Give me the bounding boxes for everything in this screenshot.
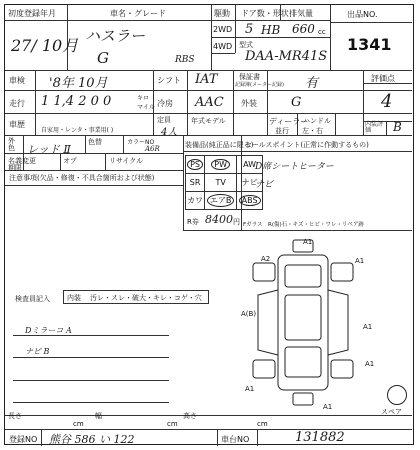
length-unit: cm	[73, 420, 84, 428]
height-unit: cm	[257, 420, 268, 428]
history-label: 車歴	[9, 120, 25, 129]
capacity-label: 定員	[157, 116, 171, 124]
aircon-label: 冷房	[157, 99, 173, 108]
drive-2wd: 2WD	[213, 25, 233, 34]
shaken-value: '8年 10月	[49, 76, 108, 91]
model-label: 型式	[239, 41, 253, 49]
r-price-unit: 円	[233, 218, 240, 226]
ext-color-label: 外色	[8, 137, 15, 152]
first-reg-value: 27/ 10月	[11, 36, 79, 55]
grade-value: G	[97, 49, 109, 67]
interior-score-value: B	[393, 120, 402, 134]
body-shape: HB	[261, 23, 281, 37]
mileage-unit: キロ マイル	[137, 95, 155, 111]
inspector-note-2: ナピ B	[25, 347, 50, 356]
warranty-value: 有	[305, 76, 319, 91]
color-label: 外装	[241, 99, 257, 108]
history-options: 自家用・レンタ・事業用( )	[41, 127, 114, 134]
inspector-note-1: Dミラーコ A	[25, 326, 72, 335]
glass-row: Fガラス R(傷)石・キズ・ヒビ・ワレ・リペア跡	[243, 222, 364, 228]
width-label: 幅	[95, 412, 102, 420]
equipment-tv: TV	[205, 174, 237, 192]
chassis-value: 131882	[295, 430, 345, 445]
equipment-airbag: エアB	[205, 192, 237, 210]
sales-point-1: D席シートヒーター	[255, 162, 334, 172]
diagram-mark-bottom: A1	[323, 403, 333, 411]
color-value: G	[291, 95, 302, 110]
first-reg-label: 初度登録年月	[8, 9, 56, 18]
door-count: 5	[245, 22, 254, 37]
inspector-options: 汚レ・スレ・破大・キレ・コゲ・穴	[90, 294, 202, 302]
drive-4wd: 4WD	[213, 42, 233, 51]
equipment-abs: ABS	[237, 192, 263, 210]
diagram-mark-right-low: A1	[365, 360, 375, 368]
aircon-value: AAC	[195, 95, 224, 110]
length-label: 長さ	[8, 412, 22, 420]
model-year-label: 年式モデル	[191, 117, 226, 125]
r-price-value: 8400	[205, 213, 233, 226]
interior-score-label: 内装評価	[365, 121, 384, 134]
equipment-title: 装備品(純正品に限る)	[185, 141, 254, 149]
handle-value: 左・右	[302, 127, 323, 135]
score-label: 評価点	[371, 74, 395, 83]
dealer-value: 並行	[275, 127, 289, 135]
name-change-label: 名義変更	[8, 157, 36, 165]
auction-sheet	[4, 4, 414, 445]
drive-label: 駆動	[214, 9, 230, 18]
diagram-mark-left: A(B)	[241, 310, 257, 318]
ext-color-value: レッド Ⅱ	[27, 143, 71, 156]
diagram-mark-a2: A2	[261, 255, 271, 263]
grade-note: RBS	[175, 55, 195, 65]
score-value: 4	[381, 91, 393, 112]
height-label: 高さ	[183, 412, 197, 420]
dealer-label: ディーラー	[269, 117, 309, 126]
inspector-options-box	[63, 290, 209, 304]
spare-tire-icon	[387, 385, 407, 405]
notes-label: 注意事項(欠品・修復・不具合箇所および状態)	[9, 174, 155, 182]
door-shape-label: ドア数・形状	[241, 9, 289, 18]
car-name-value: ハスラー	[85, 27, 146, 45]
equipment-grid	[185, 155, 263, 210]
reg-no-label: 登録NO	[9, 435, 38, 444]
equipment-pw: PW	[205, 156, 237, 174]
width-unit: cm	[167, 420, 178, 428]
warranty-sub: 記録簿(メーター記録)	[235, 82, 284, 88]
color-swap-label: 色替	[88, 138, 102, 146]
car-damage-diagram	[233, 235, 373, 410]
spare-label: スペア	[381, 408, 402, 416]
capacity-value: 4人	[161, 127, 178, 138]
diagram-mark-right-mid: A1	[363, 323, 373, 331]
equipment-leather: カワ	[186, 192, 205, 210]
rec-label: リサイクル	[109, 157, 144, 165]
shaken-label: 車検	[9, 76, 25, 85]
equipment-sr: SR	[186, 174, 205, 192]
sales-points-title: セールスポイント(正常に作動するもの)	[245, 141, 369, 149]
options-label: オプ	[63, 157, 77, 165]
handle-label: ハンドル	[303, 117, 331, 125]
displacement-value: 660	[292, 22, 315, 36]
shift-value: IAT	[195, 72, 218, 87]
mileage-value: 1 1,4 2 0 0	[41, 94, 112, 109]
car-name-label: 車名・グレード	[110, 9, 166, 18]
diagram-mark-left-low: A1	[245, 385, 255, 393]
displacement-label: 排気量	[289, 9, 313, 18]
equipment-navi: ナビ	[237, 174, 263, 192]
model-value: DAA-MR41S	[245, 49, 328, 64]
warranty-label: 保証書	[239, 73, 260, 81]
equipment-ps: PS	[186, 156, 205, 174]
inspector-label: 検査員記入	[15, 295, 50, 303]
color-no-value: A6R	[145, 145, 160, 153]
diagram-mark-top: A1	[303, 238, 313, 246]
mileage-label: 走行	[9, 99, 25, 108]
displacement-unit: cc	[318, 28, 326, 36]
shift-label: シフト	[157, 76, 181, 85]
r-price-label: R券	[187, 218, 199, 226]
listing-no-label: 出品NO.	[347, 10, 378, 19]
diagram-mark-right-top: A1	[355, 257, 365, 265]
sales-point-2: ナビ	[255, 180, 274, 190]
chassis-label: 車台NO	[221, 435, 250, 444]
reg-no-value: 熊谷 586 い 122	[49, 433, 135, 446]
inspector-interior-label: 内装	[67, 294, 81, 302]
equipment-aw: AW	[237, 156, 263, 174]
listing-no-value: 1341	[347, 35, 392, 54]
color-no-label: カラーNO	[127, 139, 155, 146]
name-change-sub: 期限	[8, 164, 22, 172]
